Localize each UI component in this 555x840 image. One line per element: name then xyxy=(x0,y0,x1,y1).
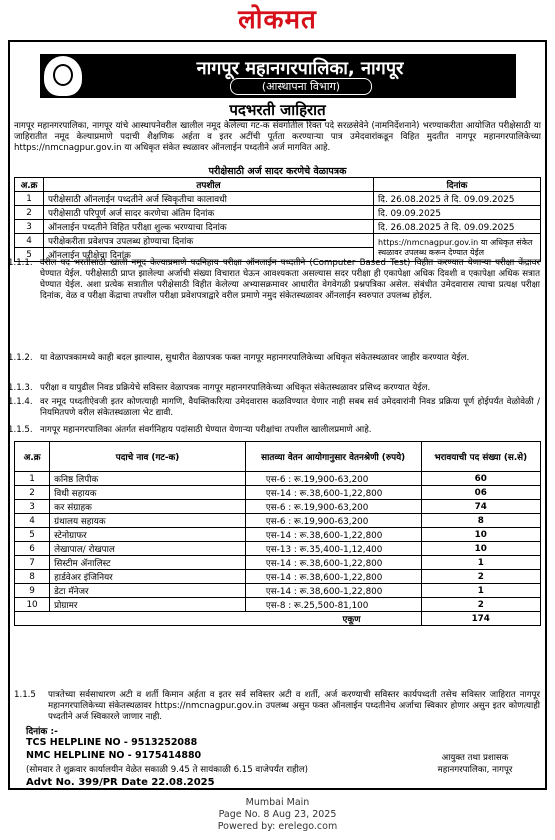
row-name: कनिष्ठ लिपीक xyxy=(50,472,246,486)
row-detail: ऑनलाईन पध्दतीने विहित परीक्षा शुल्क भरण्याचा दिनांक xyxy=(44,220,374,234)
row-date: दि. 09.09.2025 xyxy=(374,206,541,220)
clause-number: 1.1.1. xyxy=(8,258,33,268)
row-detail: परीक्षेसाठी परिपूर्ण अर्ज सादर करणेचा अंतिम दिनांक xyxy=(44,206,374,220)
row-no: 2 xyxy=(15,206,44,220)
newspaper-masthead xyxy=(0,0,555,40)
row-pay: एस-14 : रू.38,600-1,22,800 xyxy=(245,528,421,542)
posts-header-pay: सातव्या वेतन आयोगानुसार वेतनश्रेणी (रुपये) xyxy=(245,442,421,472)
row-count: 06 xyxy=(421,486,540,500)
row-count: 10 xyxy=(421,528,540,542)
row-no: 9 xyxy=(15,584,50,598)
table-row xyxy=(15,472,541,486)
table-row xyxy=(15,598,541,612)
signatory-office: महानगरपालिका, नागपूर xyxy=(437,765,513,775)
row-detail: परीक्षेकरीता प्रवेशपत्र उपलब्ध होण्याचा दिनांक xyxy=(44,234,374,248)
clause-number: 1.1.5 xyxy=(14,690,36,700)
row-name: सिस्टीम ॲनालिस्ट xyxy=(50,556,246,570)
total-count: 174 xyxy=(421,612,540,626)
edition-label: Mumbai Main xyxy=(245,797,310,808)
row-no: 6 xyxy=(15,542,50,556)
masthead-title: लोकमत xyxy=(238,5,317,35)
row-no: 10 xyxy=(15,598,50,612)
row-no: 2 xyxy=(15,486,50,500)
advt-number: Advt No. 399/PR Date 22.08.2025 xyxy=(26,777,215,788)
row-pay: एस-6 : रू.19,900-63,200 xyxy=(245,472,421,486)
row-no: 4 xyxy=(15,514,50,528)
corporation-title: नागपूर महानगरपालिका, नागपूर xyxy=(196,58,404,79)
row-no: 7 xyxy=(15,556,50,570)
schedule-header-date: दिनांक xyxy=(374,178,541,192)
schedule-header-no: अ.क्र xyxy=(15,178,44,192)
page-info: Page No. 8 Aug 23, 2025 xyxy=(218,809,337,820)
row-no: 5 xyxy=(15,528,50,542)
table-row xyxy=(15,206,541,220)
department-label: (आस्थापना विभाग) xyxy=(230,78,372,95)
table-row xyxy=(15,570,541,584)
clause-text: परीक्षा व यापुढील निवड प्रक्रियेचे सविस्तर वेळापत्रक नागपूर महानगरपालिकेच्या अधिकृत संकेतस्थळावर प्रसिध्द करण्यात येईल. xyxy=(40,383,431,393)
helpline-timing: (सोमवार ते शुक्रवार कार्यालयीन वेळेत सकाळी 9.45 ते सायंकाळी 6.15 वाजेपर्यंत राहील) xyxy=(26,765,309,775)
table-row xyxy=(15,192,541,206)
row-count: 8 xyxy=(421,514,540,528)
row-pay: एस-14 : रू.38,600-1,22,800 xyxy=(245,486,421,500)
row-detail: ऑनलाईन परीक्षेचा दिनांक xyxy=(44,248,374,262)
contact-date-label: दिनांक :- xyxy=(26,727,58,737)
row-pay: एस-14 : रू.38,600-1,22,800 xyxy=(245,584,421,598)
row-name: विधी सहायक xyxy=(50,486,246,500)
clause-text: वर नमूद पध्दतीऐवजी इतर कोणत्याही मागणि, वैयक्तिकरित्या उमेदवारास कळविण्यात येणार नाही सबब सर्व उमेदवारांनी निवड प्रक्रिया पूर्ण होईपर्यंत वेळोवेळी / नियमितपणे वरील संकेतस्थळाला भेट द्यावी. xyxy=(40,397,540,418)
row-no: 1 xyxy=(15,192,44,206)
row-pay: एस-14 : रू.38,600-1,22,800 xyxy=(245,570,421,584)
table-row xyxy=(15,514,541,528)
intro-paragraph: नागपूर महानगरपालिका, नागपूर यांचे आस्थापनेवरील खालील नमूद केलेल्या गट-क संवर्गातील रिक्त पदे सरळसेवेने (नामनिर्देशनाने) भरण्याकरीता आयोजित परीक्षेसाठी या जाहिरातीत नमूद केल्याप्रमाणे पदाची शैक्षणिक अर्हता व इतर अटींची पूर्तता करण्याऱ्या पात्र उमेदवारांकडून विहित मुदतीत नागपूर महानगरपालिकेच्या https://nmcnagpur.gov.in या अधिकृत संकेत स्थळावर ऑनलाईन पध्दतीने अर्ज मागवित आहे. xyxy=(14,121,541,153)
clause-number: 1.1.3. xyxy=(8,383,33,393)
clause-number: 1.1.2. xyxy=(8,353,33,363)
schedule-header-detail: तपशील xyxy=(44,178,374,192)
table-row xyxy=(15,528,541,542)
clause-text: या वेळापत्रकामध्ये काही बदल झाल्यास, सुधारीत वेळापत्रक फक्त नागपूर महानगरपालिकेच्या अधिकृत संकेतस्थळावर जाहीर करण्यात येईल. xyxy=(40,353,470,363)
schedule-title: परीक्षेसाठी अर्ज सादर करणेचे वेळापत्रक xyxy=(208,166,347,177)
row-name: प्रोग्रामर xyxy=(50,598,246,612)
table-row xyxy=(15,500,541,514)
row-count: 2 xyxy=(421,570,540,584)
row-no: 1 xyxy=(15,472,50,486)
row-name: हार्डवेअर इंजिनियर xyxy=(50,570,246,584)
row-pay: एस-14 : रू.38,600-1,22,800 xyxy=(245,556,421,570)
clause-number: 1.1.4. xyxy=(8,397,33,407)
nmc-helpline: NMC HELPLINE NO - 9175414880 xyxy=(26,750,202,761)
row-pay: एस-13 : रू.35,400-1,12,400 xyxy=(245,542,421,556)
row-detail: परीक्षेसाठी ऑनलाईन पध्दतीने अर्ज स्विकृतीचा कालावधी xyxy=(44,192,374,206)
row-count: 2 xyxy=(421,598,540,612)
tcs-helpline: TCS HELPLINE NO - 9513252088 xyxy=(26,737,198,748)
row-count: 74 xyxy=(421,500,540,514)
row-no: 3 xyxy=(15,500,50,514)
table-row xyxy=(15,584,541,598)
corporation-banner xyxy=(40,54,516,98)
closing-paragraph: पात्रतेच्या सर्वसाधारण अटी व शर्ती किमान अर्हता व इतर सर्व सविस्तर अटी व शर्ती, अर्ज करण्याची सविस्तर कार्यपध्दती तसेच सविस्तर जाहिरात नागपूर महानगरपालिकेच्या संकेतस्थळावर https://nmcnagpur.gov.in उपलब्ध असुन फक्त ऑनलाईन पध्दतीनेच अर्जाचा स्विकार होणार असुन इतर कोणत्याही पध्दतीने अर्ज स्विकारले जाणार नाही. xyxy=(48,690,540,722)
row-pay: एस-8 : रू.25,500-81,100 xyxy=(245,598,421,612)
signatory-title: आयुक्त तथा प्रशासक xyxy=(441,753,509,763)
table-row xyxy=(15,220,541,234)
posts-header-count: भरावयाची पद संख्या (स.से) xyxy=(421,442,540,472)
table-row xyxy=(15,556,541,570)
row-count: 60 xyxy=(421,472,540,486)
posts-table xyxy=(14,441,541,626)
table-row xyxy=(15,486,541,500)
row-count: 1 xyxy=(421,556,540,570)
posts-header-name: पदाचे नाव (गट-क) xyxy=(50,442,246,472)
posts-header-no: अ.क्र xyxy=(15,442,50,472)
corporation-emblem-icon xyxy=(44,56,82,96)
total-label: एकूण xyxy=(15,612,422,626)
row-name: कर संग्राहक xyxy=(50,500,246,514)
row-date: दि. 26.08.2025 ते दि. 09.09.2025 xyxy=(374,220,541,234)
schedule-merged-note: https://nmcnagpur.gov.in या अधिकृत संकेत स्थळावर उपलब्ध करून देण्यात येईल xyxy=(374,234,541,262)
row-no: 8 xyxy=(15,570,50,584)
total-row xyxy=(15,612,541,626)
row-pay: एस-6 : रू.19,900-63,200 xyxy=(245,500,421,514)
row-name: ग्रंथालय सहायक xyxy=(50,514,246,528)
row-pay: एस-6 : रू.19,900-63,200 xyxy=(245,514,421,528)
table-row xyxy=(15,234,541,248)
row-count: 10 xyxy=(421,542,540,556)
clause-text: नागपूर महानगरपालिका अंतर्गत संवर्गनिहाय पदांसाठी घेण्यात येणाऱ्या परीक्षांचा तपशील खालीलप्रमाणे आहे. xyxy=(40,425,372,435)
clause-text: वरील पद भरतीसाठी खाली नमूद केल्याप्रमाणे पदनिहाय परीक्षा ऑनलाईन पध्दतीने (Computer Based Test) विहीत करण्यात येणाऱ्या परीक्षा केंद्रावर घेण्यात येईल. परीक्षेसाठी प्राप्त झालेल्या अर्जाची संख्या विचारात घेऊन आवश्यकता असल्यास सदर परीक्षा ही एकापेक्षा अधिक दिवशी व एकापेक्षा अधिक सत्रात घेण्यात येईल. अशा प्रत्येक सत्रातील परीक्षेसाठी विहीत केलेल्या अभ्यासक्रमावर आधारीत वेगवेगळी प्रश्नपत्रिका असेल. संबंधीत उमेदवारास त्याचा प्रत्यक्ष परीक्षा दिनांक, वेळ व परीक्षा केंद्राचा तपशील परीक्षा प्रवेशपत्राद्वारे वरील प्रमाणे नमुद संकेतस्थळावर ऑनलाईन स्वरुपात उपलब्ध होईल. xyxy=(40,258,540,301)
row-no: 4 xyxy=(15,234,44,248)
row-count: 1 xyxy=(421,584,540,598)
row-name: स्टेनोग्राफर xyxy=(50,528,246,542)
table-row xyxy=(15,542,541,556)
ad-heading: पदभरती जाहिरात xyxy=(229,101,326,119)
powered-by: Powered by: erelego.com xyxy=(217,821,338,832)
clause-number: 1.1.5. xyxy=(8,425,33,435)
row-name: लेखापाल/ रोखपाल xyxy=(50,542,246,556)
row-no: 3 xyxy=(15,220,44,234)
row-name: डेटा मॅनेजर xyxy=(50,584,246,598)
row-date: दि. 26.08.2025 ते दि. 09.09.2025 xyxy=(374,192,541,206)
schedule-table xyxy=(14,177,541,262)
row-no: 5 xyxy=(15,248,44,262)
